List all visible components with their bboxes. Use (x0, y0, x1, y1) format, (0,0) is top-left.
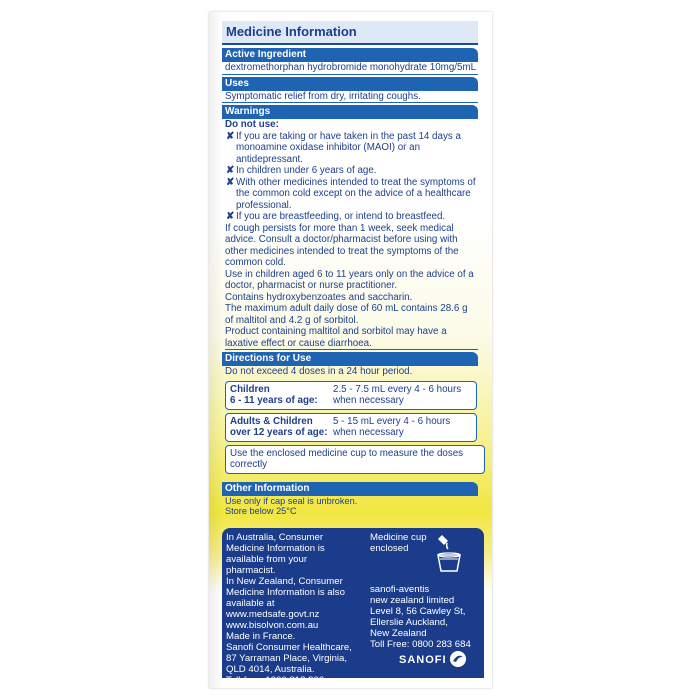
page-title: Medicine Information (222, 21, 478, 45)
warning-item: ✘ With other medicines intended to treat the symptoms of the common cold except on the advice of a healthcare professional. (226, 176, 476, 211)
active-ingredient-header: Active Ingredient (222, 48, 478, 62)
cross-icon: ✘ (226, 165, 235, 176)
adults-label: Adults & Children over 12 years of age: (230, 415, 328, 438)
medicine-information-content (222, 21, 478, 517)
medicine-cup-label: Medicine cup enclosed (370, 532, 427, 554)
panel-shadow-edge (209, 12, 223, 688)
medicine-cup-icon (432, 531, 472, 573)
warning-item: ✘ In children under 6 years of age. (226, 165, 377, 176)
other-information-text: Use only if cap seal is unbroken. Store below 25°C (225, 495, 358, 516)
measuring-cup-note: Use the enclosed medicine cup to measure the doses correctly (225, 445, 485, 474)
warning-paragraph: Contains hydroxybenzoates and saccharin. (225, 291, 413, 303)
warning-paragraph: If cough persists for more than 1 week, seek medical advice. Consult a doctor/pharmacist before using with other medicines intended to treat the symptoms of the common cold. (225, 222, 459, 268)
uses-header: Uses (222, 77, 478, 91)
uses-text: Symptomatic relief from dry, irritating coughs. (222, 91, 478, 104)
adults-dose: 5 - 15 mL every 4 - 6 hours when necessary (333, 415, 451, 438)
footer-panel (222, 528, 484, 686)
consumer-info-text: In Australia, Consumer Medicine Information is available from your pharmacist. In New Zealand, Consumer Medicine Information is also available at www.medsafe.govt.nz www.bisolvon.com.au Made in France. Sanofi Consumer Healthcare, 87 Yarraman Place, Virginia, QLD 4014, Australia. Toll-free: 1800 818 806 (226, 532, 352, 686)
cross-icon: ✘ (226, 176, 235, 188)
warning-item: ✘ If you are breastfeeding, or intend to breastfeed. (226, 211, 446, 222)
adults-dose-box (225, 413, 477, 442)
children-dose: 2.5 - 7.5 mL every 4 - 6 hours when necessary (333, 383, 462, 406)
children-dose-box (225, 381, 477, 410)
sanofi-logo-icon (450, 651, 466, 667)
warning-item: ✘ If you are taking or have taken in the past 14 days a monoamine oxidase inhibitor (MAOI) or an antidepressant. (226, 130, 461, 165)
other-information-header: Other Information (222, 482, 478, 496)
warnings-body (222, 119, 478, 350)
cross-icon: ✘ (226, 130, 235, 142)
children-label: Children 6 - 11 years of age: (230, 383, 318, 406)
warning-paragraph: The maximum adult daily dose of 60 mL contains 28.6 g of maltitol and 4.2 g of sorbitol. (225, 303, 468, 326)
directions-header: Directions for Use (222, 352, 478, 366)
warnings-header: Warnings (222, 105, 478, 119)
warnings-list (225, 131, 478, 223)
sanofi-logo-text: SANOFI (399, 654, 447, 666)
warning-paragraph: Use in children aged 6 to 11 years only on the advice of a doctor, pharmacist or nurse practitioner. (225, 268, 474, 291)
cross-icon: ✘ (226, 211, 235, 222)
do-not-use-label: Do not use: (225, 119, 279, 130)
warning-paragraph: Product containing maltitol and sorbitol may have a laxative effect or cause diarrhoea. (225, 326, 478, 350)
manufacturer-address: sanofi-aventis new zealand limited Level 8, 56 Cawley St, Ellerslie Auckland, New Zealand Toll Free: 0800 283 684 (370, 584, 471, 650)
active-ingredient-text: dextromethorphan hydrobromide monohydrate 10mg/5mL (222, 62, 478, 75)
directions-intro: Do not exceed 4 doses in a 24 hour period. (225, 366, 413, 377)
